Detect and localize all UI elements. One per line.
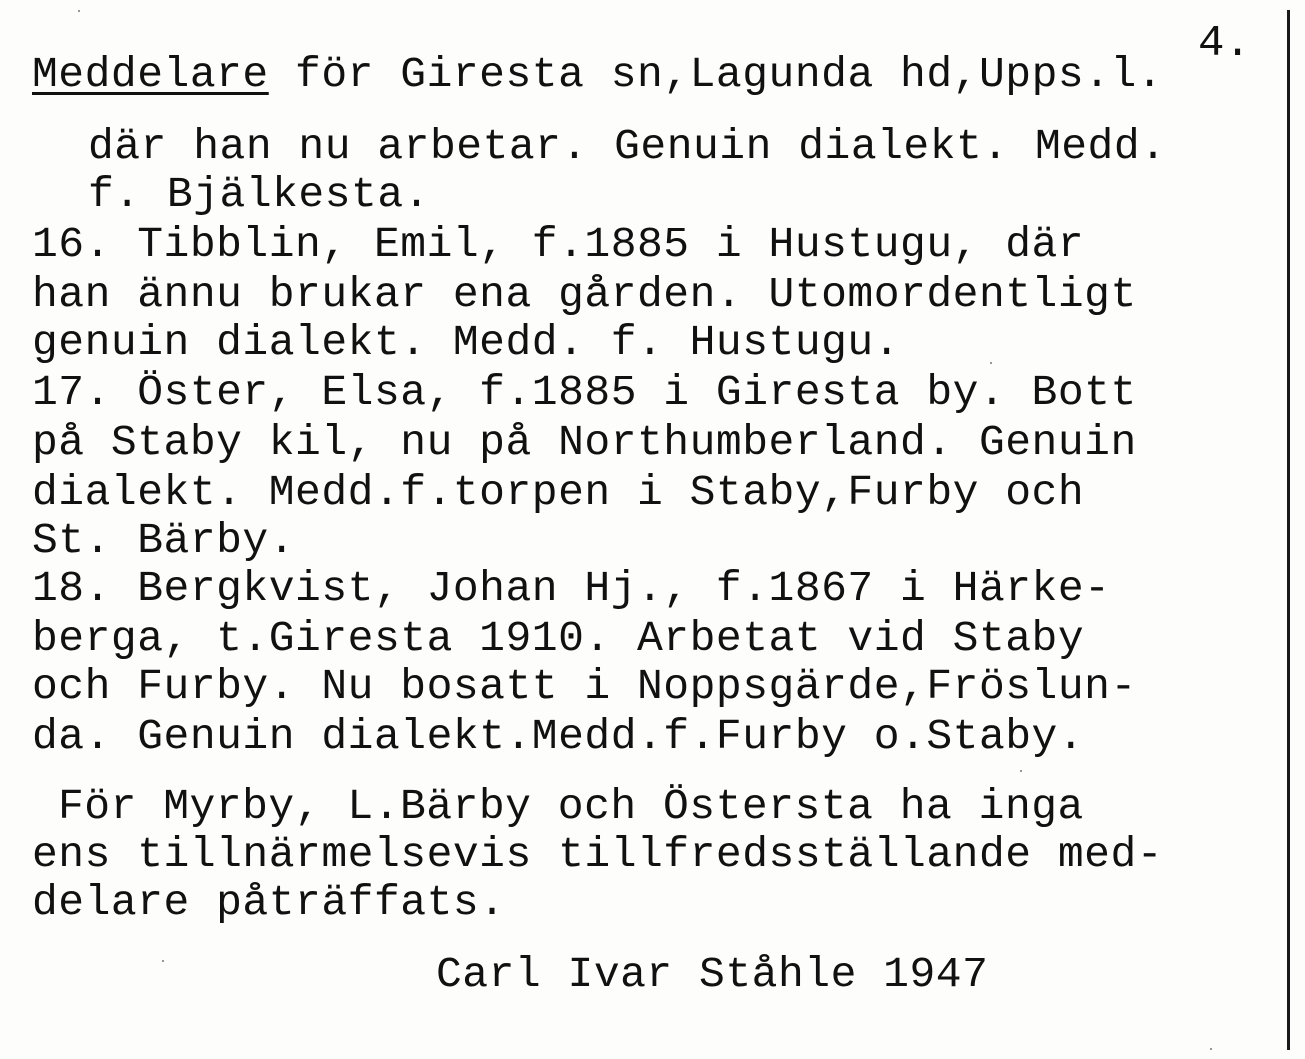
entry-18-line: 18. Bergkvist, Johan Hj., f.1867 i Härke- bbox=[32, 564, 1111, 613]
header-line bbox=[32, 50, 1163, 100]
card-edge bbox=[1287, 10, 1290, 1050]
text-line: där han nu arbetar. Genuin dialekt. Medd. bbox=[88, 122, 1167, 171]
entry-16-line: 16. Tibblin, Emil, f.1885 i Hustugu, där bbox=[32, 220, 1085, 269]
paper-speck bbox=[1020, 770, 1022, 772]
page-number: 4. bbox=[1198, 19, 1251, 69]
closing-line: ens tillnärmelsevis tillfredsställande med- bbox=[32, 830, 1164, 879]
header-underlined-word: Meddelare bbox=[32, 50, 269, 99]
paper-speck bbox=[78, 10, 80, 12]
closing-line: För Myrby, L.Bärby och Östersta ha inga bbox=[58, 782, 1084, 831]
text-line: berga, t.Giresta 1910. Arbetat vid Staby bbox=[32, 614, 1085, 663]
text-line: da. Genuin dialekt.Medd.f.Furby o.Staby. bbox=[32, 712, 1085, 761]
closing-line: delare påträffats. bbox=[32, 878, 506, 927]
text-line: han ännu brukar ena gården. Utomordentligt bbox=[32, 270, 1137, 319]
entry-17-line: 17. Öster, Elsa, f.1885 i Giresta by. Bott bbox=[32, 368, 1137, 417]
text-line: St. Bärby. bbox=[32, 516, 296, 565]
text-line: dialekt. Medd.f.torpen i Staby,Furby och bbox=[32, 468, 1085, 517]
text-line: och Furby. Nu bosatt i Noppsgärde,Fröslun- bbox=[32, 662, 1137, 711]
paper-speck bbox=[1210, 1048, 1212, 1050]
header-rest: för Giresta sn,Lagunda hd,Upps.l. bbox=[268, 50, 1164, 99]
text-line: f. Bjälkesta. bbox=[88, 170, 430, 219]
text-line: på Staby kil, nu på Northumberland. Genuin bbox=[32, 418, 1137, 467]
signature: Carl Ivar Ståhle 1947 bbox=[436, 950, 989, 999]
paper-speck bbox=[162, 960, 164, 962]
text-line: genuin dialekt. Medd. f. Hustugu. bbox=[32, 318, 901, 367]
paper-speck bbox=[990, 362, 992, 364]
